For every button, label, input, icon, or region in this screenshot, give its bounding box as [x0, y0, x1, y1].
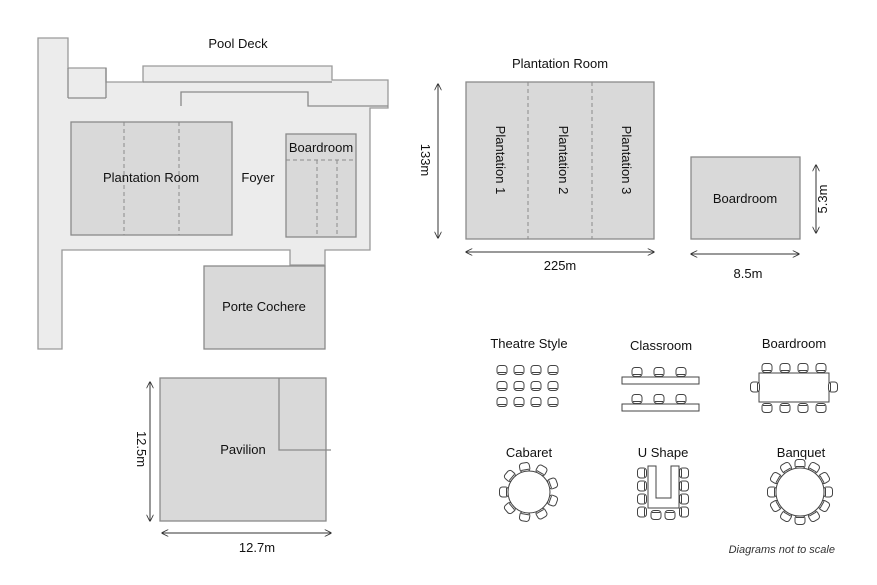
- pavilion-height-label: 12.5m: [134, 430, 149, 468]
- chair-icon: [531, 398, 541, 407]
- boardroom-layout-label: Boardroom: [761, 336, 827, 351]
- layout-legend: [490, 336, 837, 556]
- chair-icon: [795, 516, 805, 525]
- table-shape: [622, 377, 699, 384]
- chair-icon: [780, 364, 790, 373]
- chair-icon: [548, 382, 558, 391]
- chair-icon: [638, 468, 647, 478]
- table-shape: [622, 404, 699, 411]
- cabaret-icon: [500, 462, 559, 522]
- chair-icon: [514, 366, 524, 375]
- chair-icon: [768, 487, 777, 497]
- pavilion-width-label: 12.7m: [238, 540, 276, 555]
- chair-icon: [654, 368, 664, 377]
- footnote: Diagrams not to scale: [728, 544, 835, 556]
- cabaret-label: Cabaret: [505, 445, 553, 460]
- porte-cochere-label: Porte Cochere: [222, 299, 306, 314]
- chair-icon: [531, 366, 541, 375]
- chair-icon: [762, 364, 772, 373]
- chair-icon: [665, 511, 675, 520]
- chair-icon: [638, 507, 647, 517]
- classroom-label: Classroom: [629, 338, 693, 353]
- chair-icon: [824, 487, 833, 497]
- chair-icon: [680, 468, 689, 478]
- chair-icon: [497, 366, 507, 375]
- chair-icon: [638, 481, 647, 491]
- boardroom-layout-icon: [751, 364, 838, 413]
- chair-icon: [680, 481, 689, 491]
- chair-icon: [651, 511, 661, 520]
- chair-icon: [548, 366, 558, 375]
- plantation-room-detail: [418, 56, 654, 273]
- pavilion-label: Pavilion: [220, 442, 266, 457]
- round-table-shape: [776, 468, 824, 516]
- chair-icon: [798, 364, 808, 373]
- u-shape-label: U Shape: [637, 445, 689, 460]
- banquet-icon: [768, 460, 833, 525]
- chair-icon: [680, 507, 689, 517]
- u-shape-icon: [638, 466, 689, 520]
- chair-icon: [497, 382, 507, 391]
- chair-icon: [514, 382, 524, 391]
- chair-icon: [816, 364, 826, 373]
- chair-icon: [816, 404, 826, 413]
- plantation-detail-title: Plantation Room: [511, 56, 609, 71]
- chair-icon: [638, 494, 647, 504]
- chair-icon: [780, 404, 790, 413]
- boardroom-label: Boardroom: [288, 140, 354, 155]
- chair-icon: [497, 398, 507, 407]
- theatre-style-label: Theatre Style: [490, 336, 568, 351]
- boardroom-width-label: 8.5m: [733, 266, 763, 281]
- plantation-width-label: 225m: [543, 258, 577, 273]
- chair-icon: [548, 398, 558, 407]
- chair-icon: [795, 460, 805, 469]
- table-shape: [759, 373, 829, 402]
- chair-icon: [654, 395, 664, 404]
- chair-icon: [798, 404, 808, 413]
- boardroom-height-label: 5.3m: [815, 184, 830, 214]
- chair-icon: [514, 398, 524, 407]
- chair-icon: [751, 382, 760, 392]
- chair-icon: [680, 494, 689, 504]
- plantation-section-1: Plantation 1: [493, 125, 508, 195]
- boardroom-detail: [691, 157, 830, 281]
- chair-icon: [500, 487, 509, 497]
- chair-icon: [762, 404, 772, 413]
- foyer-label: Foyer: [241, 170, 275, 185]
- boardroom-detail-title: Boardroom: [712, 191, 778, 206]
- building-floor-plan: [38, 36, 388, 555]
- theatre-style-icon: [497, 366, 558, 407]
- plantation-height-label: 133m: [418, 143, 433, 177]
- chair-icon: [632, 368, 642, 377]
- chair-icon: [829, 382, 838, 392]
- classroom-icon: [622, 368, 699, 412]
- plantation-room-label: Plantation Room: [102, 170, 200, 185]
- round-table-shape: [508, 471, 550, 513]
- plantation-section-2: Plantation 2: [556, 125, 571, 195]
- pool-deck-label: Pool Deck: [208, 36, 268, 51]
- banquet-label: Banquet: [776, 445, 826, 460]
- u-table-shape: [648, 466, 679, 508]
- chair-icon: [632, 395, 642, 404]
- plantation-section-3: Plantation 3: [619, 125, 634, 195]
- chair-icon: [531, 382, 541, 391]
- chair-icon: [676, 368, 686, 377]
- chair-icon: [676, 395, 686, 404]
